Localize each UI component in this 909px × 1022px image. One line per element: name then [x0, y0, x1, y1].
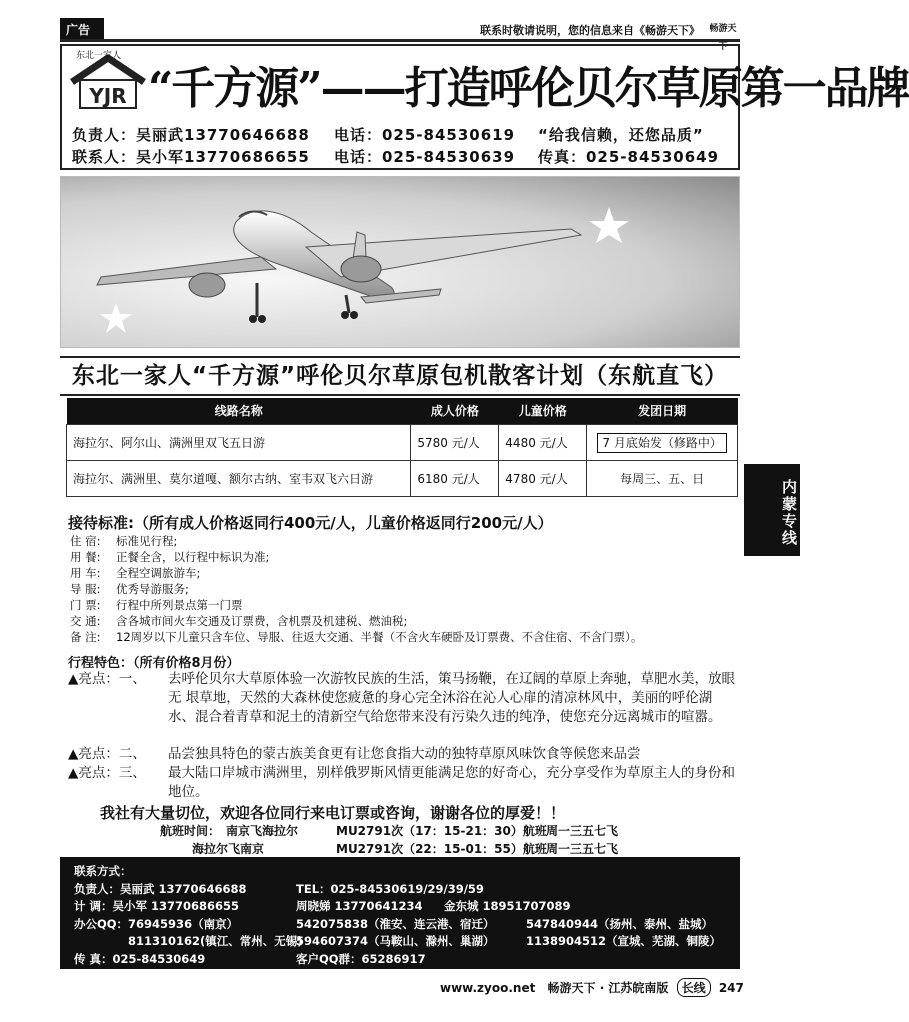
- header-phone-2: 电话：025-84530639: [334, 148, 516, 166]
- header-contact-person: 联系人：吴小军13770686655: [72, 148, 310, 166]
- page-number: 247: [718, 981, 744, 995]
- table-row: [67, 424, 738, 460]
- route-name: 海拉尔、满洲里、莫尔道嘎、额尔古纳、室韦双飞六日游: [67, 460, 411, 496]
- header-contacts: [72, 124, 736, 168]
- top-strip: [60, 18, 740, 52]
- source-note: 联系时敬请说明，您的信息来自《畅游天下》: [480, 24, 700, 37]
- column-header: 儿童价格: [499, 398, 587, 424]
- column-header: 线路名称: [67, 398, 411, 424]
- standards-list: [70, 533, 642, 645]
- departure-date: 每周三、五、日: [587, 460, 738, 496]
- standards-title: 接待标准:（所有成人价格返同行400元/人，儿童价格返同行200元/人）: [68, 514, 553, 532]
- list-item: 住 宿: 标准见行程;: [70, 534, 178, 548]
- brand-title: “千方源”——打造呼伦贝尔草原第一品牌: [148, 63, 909, 114]
- airplane-photo: [60, 176, 740, 348]
- contact-title: 联系方式：: [74, 864, 132, 878]
- header-slogan: “给我信赖，还您品质”: [538, 126, 704, 144]
- feature-item: ▲亮点：一、 去呼伦贝尔大草原体验一次游牧民族的生活，策马扬鞭，在辽阔的草原上奔驰，草肥水美，放眼无 垠草地，天然的大森林使您疲惫的身心完全沐浴在沁人心扉的清凉林风中，美丽的呼伦湖水、混合着青草和泥土的清新空气给您带来没有污染久违的纯净，使您充分远离城市的喧嚣。: [68, 671, 735, 725]
- publication-name: 畅游天下 · 江苏皖南版: [547, 981, 669, 995]
- publication-logo: 畅游天下: [709, 24, 737, 52]
- company-logo: [66, 48, 152, 112]
- advertiser-header: [60, 44, 909, 170]
- column-header: 成人价格: [411, 398, 499, 424]
- star-icon: [100, 303, 132, 333]
- departure-date: 7 月底始发（修路中）: [587, 424, 738, 460]
- list-item: 用 车: 全程空调旅游车;: [70, 566, 201, 580]
- header-manager: 负责人：吴丽武13770646688: [72, 126, 310, 144]
- list-item: 导 服: 优秀导游服务;: [70, 582, 189, 596]
- child-price: 4480 元/人: [499, 424, 587, 460]
- section-pill: 长线: [677, 978, 711, 997]
- star-icon: [589, 207, 629, 243]
- feature-item: ▲亮点：二、 品尝独具特色的蒙古族美食更有让您食指大动的独特草原风味饮食等候您来品尝: [68, 746, 641, 762]
- logo-letters: YJR: [89, 84, 127, 108]
- ad-tag: 广告: [60, 18, 104, 39]
- section-side-tab: 内蒙专线: [744, 464, 800, 556]
- plan-title: 东北一家人“千方源”呼伦贝尔草原包机散客计划（东航直飞）: [60, 356, 740, 396]
- column-header: 发团日期: [587, 398, 738, 424]
- adult-price: 5780 元/人: [411, 424, 499, 460]
- page-footer: [440, 978, 744, 997]
- route-name: 海拉尔、阿尔山、满洲里双飞五日游: [67, 424, 411, 460]
- contact-box: 联系方式： 负责人：吴丽武 13770646688 TEL：025-84530619/29/39/59 计 调：吴小军 13770686655 周晓娣 13770641234 金东城 18951707089 办公QQ：76945936（南京） 542075838（淮安、连云港、宿迁） 547840944（扬州、泰州、盐城） 811310162(镇江、常州、无锡) 594607374（马鞍山、滁州、巢湖） 1138904512（宣城、芜湖、铜陵） 传 真：025-84530649 客户QQ群：65286917: [60, 857, 740, 969]
- list-item: 用 餐: 正餐全含，以行程中标识为准;: [70, 550, 270, 564]
- features-title: 行程特色：（所有价格8月份）: [68, 656, 240, 671]
- header-phone-1: 电话：025-84530619: [334, 126, 516, 144]
- header-fax: 传真：025-84530649: [538, 148, 720, 166]
- welcome-message: 我社有大量切位，欢迎各位同行来电订票或咨询，谢谢各位的厚爱！！: [100, 804, 566, 822]
- table-header-row: [67, 398, 738, 424]
- feature-item: ▲亮点：三、 最大陆口岸城市满洲里，别样俄罗斯风情更能满足您的好奇心，充分享受作为草原主人的身份和地位。: [68, 765, 735, 800]
- list-item: 门 票: 行程中所列景点第一门票: [70, 598, 243, 612]
- child-price: 4780 元/人: [499, 460, 587, 496]
- route-price-table: [66, 398, 738, 497]
- flight-label: 航班时间：: [160, 824, 221, 838]
- list-item: 交 通: 含各城市间火车交通及订票费，含机票及机建税、燃油税;: [70, 614, 408, 628]
- website: www.zyoo.net: [440, 981, 536, 995]
- flight-schedule: [160, 822, 680, 858]
- flight-row: 航班时间： 南京飞海拉尔 MU2791次（17：15-21：30）航班 周一三五七飞: [160, 824, 619, 838]
- logo-subtitle: 东北一家人: [76, 51, 122, 61]
- table-row: [67, 460, 738, 496]
- list-item: 备 注: 12周岁以下儿童只含车位、导服、往返大交通、半餐（不含火车硬卧及订票费、不含住宿、不含门票）。: [70, 630, 643, 644]
- flight-row: 海拉尔飞南京 MU2791次（22：15-01：55）航班 周一三五七飞: [192, 842, 619, 856]
- adult-price: 6180 元/人: [411, 460, 499, 496]
- airplane-illustration: [61, 177, 741, 349]
